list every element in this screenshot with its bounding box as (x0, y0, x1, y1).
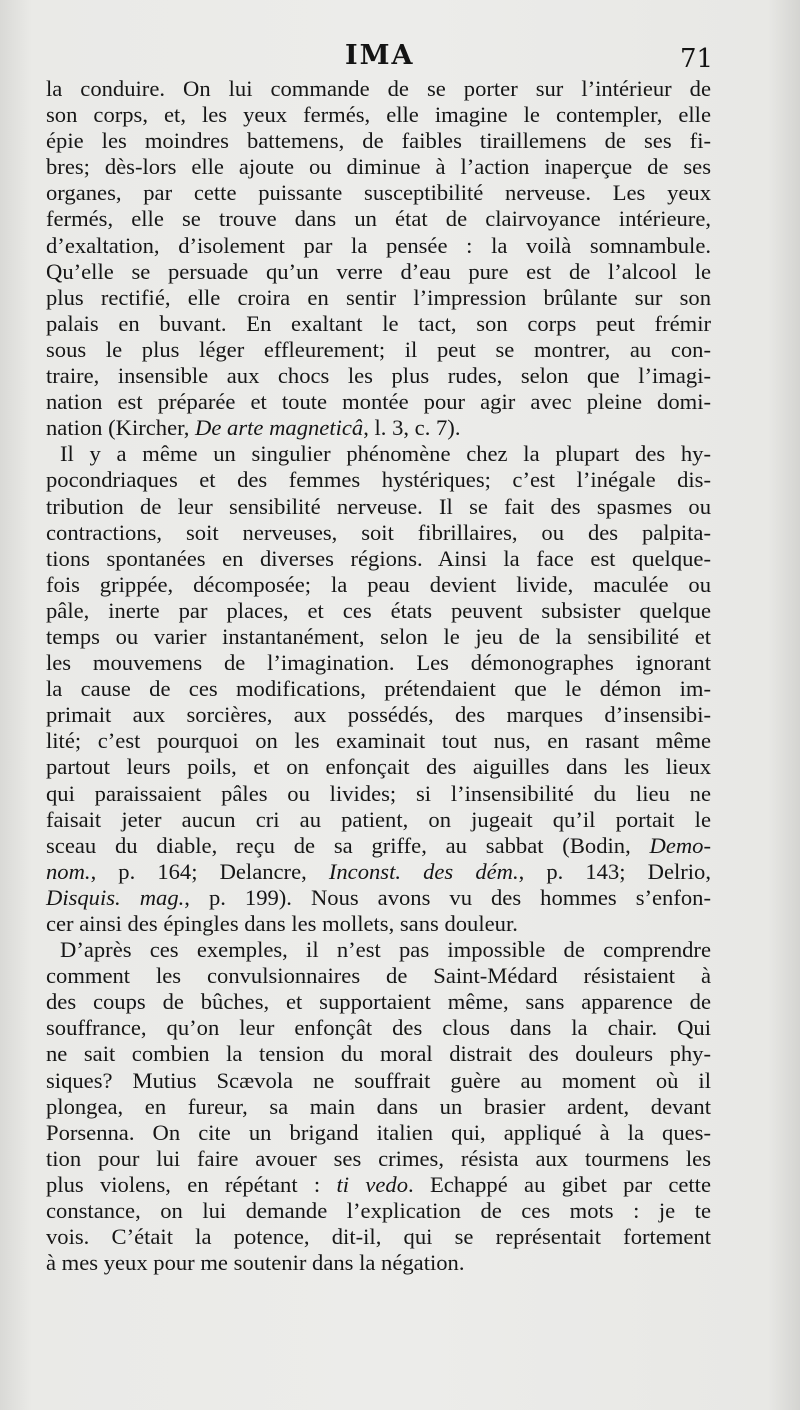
text-segment: sous le plus léger effleurement; il peut se montrer, au con- (46, 336, 711, 362)
text-segment: ne sait combien la tension du moral distrait des douleurs phy- (46, 1041, 711, 1067)
text-segment: fois grippée, décomposée; la peau devient livide, maculée ou (46, 571, 711, 597)
text-line (46, 650, 711, 676)
page-number: 71 (680, 44, 714, 74)
text-line (46, 206, 711, 232)
text-segment: contractions, soit nerveuses, soit fibrillaires, ou des palpita- (46, 519, 711, 545)
text-line (46, 546, 711, 572)
text-line (46, 1250, 711, 1276)
text-line (46, 259, 711, 285)
text-line (46, 128, 711, 154)
body-text (46, 76, 711, 1276)
text-line (46, 1094, 711, 1120)
italic-citation: De arte magneticâ (195, 415, 364, 441)
text-segment: d’exaltation, d’isolement par la pensée : la voilà somnambule. (46, 232, 711, 258)
text-line (46, 937, 711, 963)
text-segment: nation (Kircher, (46, 415, 196, 441)
text-line (46, 702, 711, 728)
text-line (46, 781, 711, 807)
text-segment: plus violens, en répétant : (46, 1171, 337, 1197)
text-segment: tribution de leur sensibilité nerveuse. Il se fait des spasmes ou (46, 493, 711, 519)
text-segment: tions spontanées en diverses régions. Ainsi la face est quelque- (46, 545, 711, 571)
text-line (46, 1120, 711, 1146)
text-segment: pâle, inerte par places, et ces états peuvent subsister quelque (46, 597, 711, 623)
text-line (46, 154, 711, 180)
text-segment: souffrance, qu’on leur enfonçât des clous dans la chair. Qui (46, 1015, 711, 1041)
text-segment: D’après ces exemples, il n’est pas impossible de comprendre (60, 937, 711, 963)
text-line (46, 885, 711, 911)
text-segment: qui paraissaient pâles ou livides; si l’insensibilité du lieu ne (46, 780, 711, 806)
text-segment: la conduire. On lui commande de se porter sur l’intérieur de (46, 76, 711, 101)
text-segment: . Echappé au gibet par cette (408, 1171, 711, 1197)
text-line (46, 102, 711, 128)
text-line (46, 807, 711, 833)
text-line (46, 337, 711, 363)
text-line (46, 911, 711, 937)
text-line (46, 859, 711, 885)
text-segment: la cause de ces modifications, prétendaient que le démon im- (46, 676, 711, 702)
text-segment: plus rectifié, elle croira en sentir l’impression brûlante sur son (46, 284, 711, 310)
text-line (46, 1172, 711, 1198)
text-segment: bres; dès-lors elle ajoute ou diminue à l’action inaperçue de ses (46, 154, 711, 180)
text-segment: , p. 143; Delrio, (518, 858, 712, 884)
text-segment: constance, on lui demande l’explication de ces mots : je te (46, 1198, 711, 1224)
text-line (46, 1224, 711, 1250)
text-segment: son corps, et, les yeux fermés, elle imagine le contempler, elle (46, 102, 711, 128)
text-segment: fermés, elle se trouve dans un état de clairvoyance intérieure, (46, 206, 711, 232)
text-segment: , l. 3, c. 7). (363, 415, 461, 441)
page-header (0, 38, 800, 78)
text-line (46, 598, 711, 624)
italic-citation: nom. (46, 858, 91, 884)
running-head: IMA (345, 40, 415, 71)
text-line (46, 754, 711, 780)
text-segment: comment les convulsionnaires de Saint-Médard résistaient à (46, 963, 711, 989)
text-segment: pocondriaques et des femmes hystériques; c’est l’inégale dis- (46, 467, 711, 493)
text-line (46, 233, 711, 259)
text-line (46, 989, 711, 1015)
italic-citation: ti vedo (336, 1171, 409, 1197)
text-line (46, 676, 711, 702)
text-line (46, 494, 711, 520)
text-segment: , p. 199). Nous avons vu des hommes s’enfon- (184, 884, 711, 910)
text-line (46, 833, 711, 859)
text-segment: les mouvemens de l’imagination. Les démonographes ignorant (46, 650, 711, 676)
text-segment: cer ainsi des épingles dans les mollets, sans douleur. (46, 911, 518, 936)
text-line (46, 1015, 711, 1041)
text-line (46, 624, 711, 650)
text-segment: Qu’elle se persuade qu’un verre d’eau pure est de l’alcool le (46, 258, 711, 284)
text-line (46, 572, 711, 598)
text-line (46, 311, 711, 337)
text-line (46, 963, 711, 989)
text-segment: à mes yeux pour me soutenir dans la négation. (46, 1250, 465, 1276)
text-segment: plongea, en fureur, sa main dans un brasier ardent, devant (46, 1093, 711, 1119)
text-line (46, 1068, 711, 1094)
text-line (46, 389, 711, 415)
text-line (46, 180, 711, 206)
text-line (46, 285, 711, 311)
text-line (46, 1041, 711, 1067)
text-segment: faisait jeter aucun cri au patient, on jugeait qu’il portait le (46, 806, 711, 832)
text-segment: lité; c’est pourquoi on les examinait tout nus, en rasant même (46, 728, 711, 754)
text-segment: primait aux sorcières, aux possédés, des marques d’insensibi- (46, 702, 711, 728)
text-line (46, 363, 711, 389)
text-line (46, 467, 711, 493)
text-segment: sceau du diable, reçu de sa griffe, au sabbat (Bodin, (46, 832, 650, 858)
text-segment: organes, par cette puissante susceptibilité nerveuse. Les yeux (46, 180, 711, 206)
text-line (46, 76, 711, 102)
text-segment: des coups de bûches, et supportaient même, sans apparence de (46, 989, 711, 1015)
text-segment: , p. 164; Delancre, (90, 858, 329, 884)
text-segment: nation est préparée et toute montée pour agir avec pleine domi- (46, 389, 711, 415)
text-line (46, 1198, 711, 1224)
text-segment: vois. C’était la potence, dit-il, qui se représentait fortement (46, 1224, 711, 1250)
text-segment: partout leurs poils, et on enfonçait des aiguilles dans les lieux (46, 754, 711, 780)
italic-citation: Demo- (649, 832, 711, 858)
text-segment: Il y a même un singulier phénomène chez la plupart des hy- (60, 441, 711, 467)
italic-citation: Disquis. mag. (46, 884, 185, 910)
text-line (46, 415, 711, 441)
italic-citation: Inconst. des dém. (328, 858, 519, 884)
text-line (46, 441, 711, 467)
text-segment: palais en buvant. En exaltant le tact, son corps peut frémir (46, 310, 711, 336)
text-segment: traire, insensible aux chocs les plus rudes, selon que l’imagi- (46, 363, 711, 389)
text-line (46, 520, 711, 546)
text-line (46, 728, 711, 754)
text-segment: épie les moindres battemens, de faibles tiraillemens de ses fi- (46, 128, 711, 154)
text-line (46, 1146, 711, 1172)
text-segment: siques? Mutius Scævola ne souffrait guère au moment où il (46, 1067, 711, 1093)
text-segment: temps ou varier instantanément, selon le jeu de la sensibilité et (46, 623, 711, 649)
text-segment: Porsenna. On cite un brigand italien qui, appliqué à la ques- (46, 1119, 711, 1145)
text-segment: tion pour lui faire avouer ses crimes, résista aux tourmens les (46, 1145, 711, 1171)
